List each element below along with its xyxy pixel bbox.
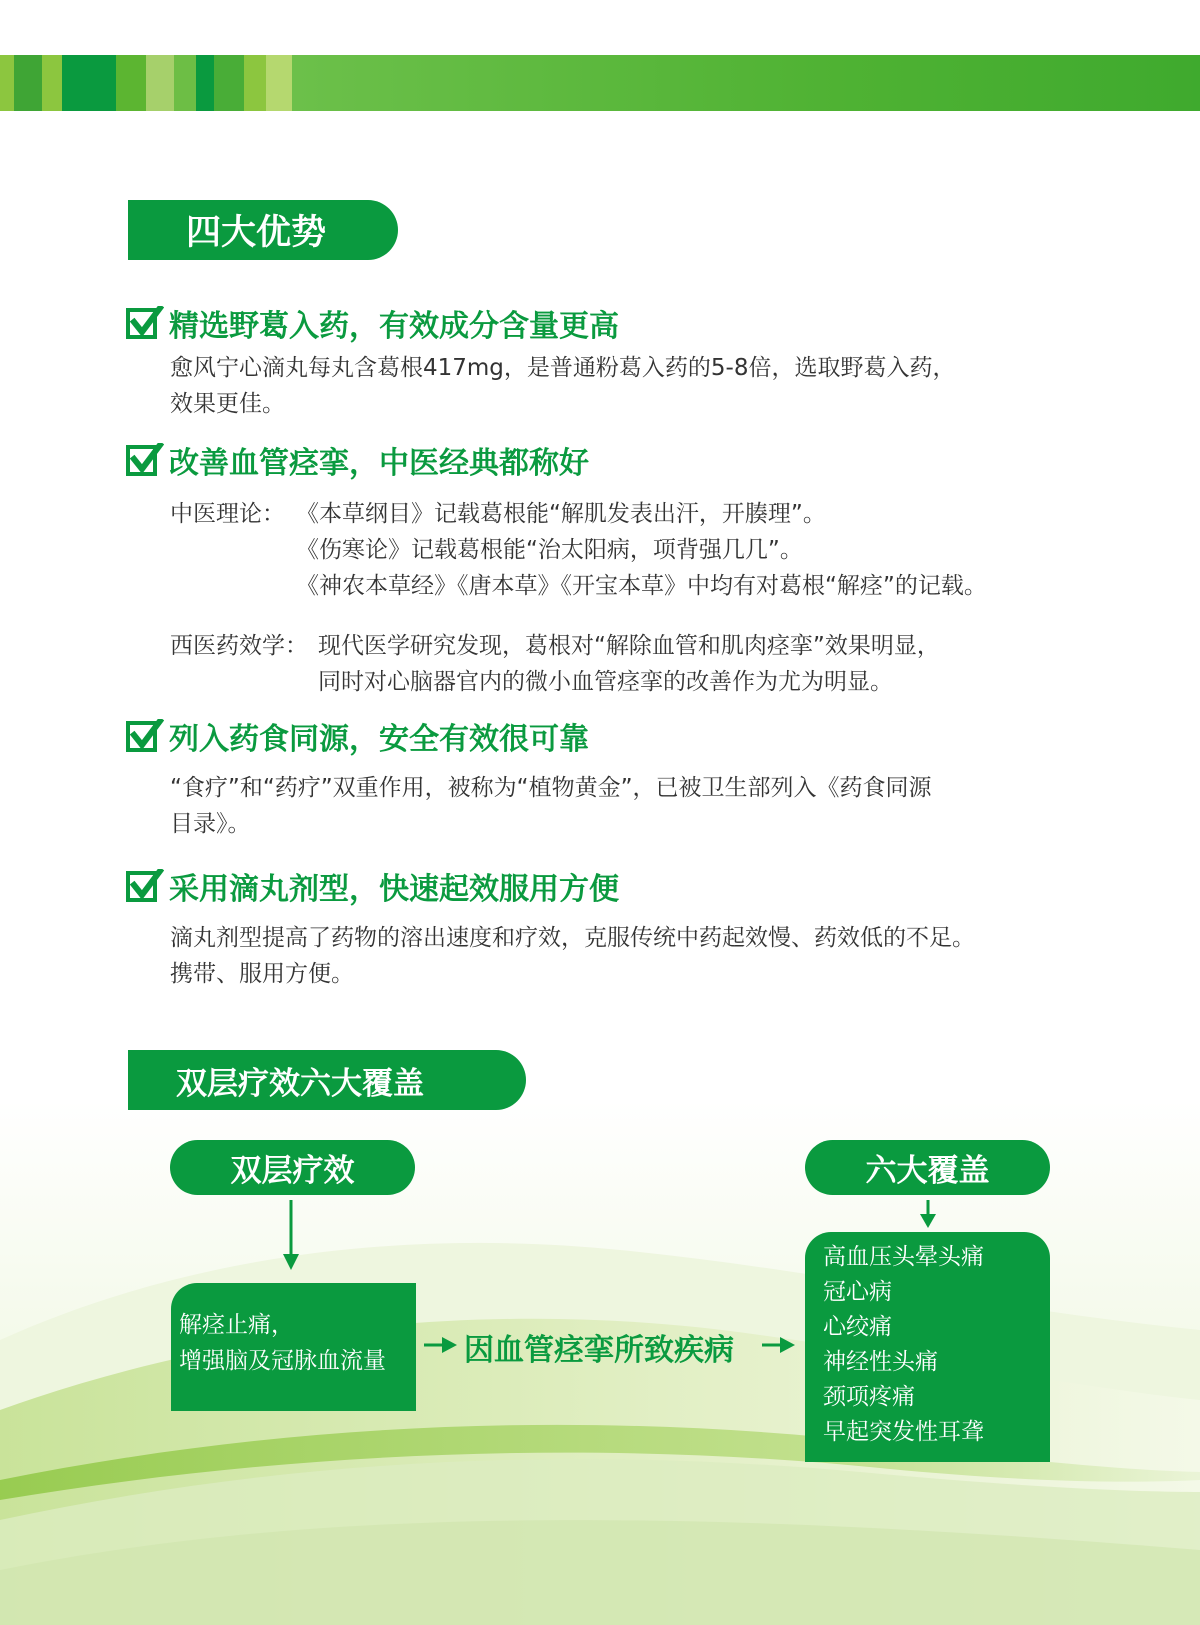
- advantage-text: 愈风宁心滴丸每丸含葛根417mg，是普通粉葛入药的5-8倍，选取野葛入药，: [170, 355, 956, 381]
- stripe: [146, 55, 174, 111]
- advantage-heading: [126, 303, 619, 343]
- efficacy-line: 解痉止痛，: [179, 1312, 294, 1338]
- advantage-heading: [126, 716, 589, 756]
- section-header-four-advantages: 四大优势: [128, 200, 398, 260]
- advantage-title: 采用滴丸剂型，快速起效服用方便: [169, 872, 619, 907]
- disease-item: 冠心病: [823, 1279, 892, 1305]
- checkmark-icon: [126, 721, 157, 752]
- stripe: [266, 55, 292, 111]
- arrow-down-icon: [918, 1200, 938, 1230]
- section-header-double-efficacy: 双层疗效六大覆盖: [128, 1050, 526, 1110]
- checkmark-icon: [126, 308, 157, 339]
- efficacy-line: 增强脑及冠脉血流量: [179, 1348, 386, 1374]
- arrow-right-icon: [424, 1336, 458, 1354]
- advantage-heading: [126, 440, 589, 480]
- stripe: [292, 55, 1200, 111]
- stripe: [42, 55, 62, 111]
- tcm-label: 中医理论：: [170, 501, 285, 527]
- disease-item: 颈项疼痛: [823, 1384, 915, 1410]
- advantage-text: 目录》。: [170, 811, 251, 837]
- tcm-line: 《伤寒论》记载葛根能“治太阳病，项背强几几”。: [296, 537, 803, 563]
- advantage-title: 精选野葛入药，有效成分含量更高: [169, 309, 619, 344]
- advantage-text: 滴丸剂型提高了药物的溶出速度和疗效，克服传统中药起效慢、药效低的不足。: [170, 925, 975, 951]
- wm-line: 同时对心脑器官内的微小血管痉挛的改善作为尤为明显。: [318, 669, 893, 695]
- efficacy-box: [171, 1283, 416, 1411]
- double-efficacy-pill: 双层疗效: [170, 1140, 415, 1195]
- advantage-text: 携带、服用方便。: [170, 961, 354, 987]
- disease-list-box: [805, 1232, 1050, 1462]
- stripe: [244, 55, 266, 111]
- tcm-line: 《本草纲目》记载葛根能“解肌发表出汗，开腠理”。: [296, 501, 826, 527]
- arrow-down-icon: [281, 1200, 301, 1272]
- six-coverage-pill: 六大覆盖: [805, 1140, 1050, 1195]
- stripe: [14, 55, 42, 111]
- advantage-text: 效果更佳。: [170, 391, 285, 417]
- advantage-title: 列入药食同源，安全有效很可靠: [169, 722, 589, 757]
- cause-text: 因血管痉挛所致疾病: [464, 1333, 734, 1368]
- disease-item: 神经性头痛: [823, 1349, 938, 1375]
- disease-item: 心绞痛: [823, 1314, 892, 1340]
- wm-line: 现代医学研究发现，葛根对“解除血管和肌肉痉挛”效果明显，: [318, 633, 940, 659]
- tcm-line: 《神农本草经》《唐本草》《开宝本草》中均有对葛根“解痉”的记载。: [296, 573, 987, 599]
- disease-item: 早起突发性耳聋: [823, 1419, 984, 1445]
- checkmark-icon: [126, 445, 157, 476]
- stripe: [214, 55, 244, 111]
- top-stripe-bar: [0, 55, 1200, 111]
- wm-label: 西医药效学：: [170, 633, 308, 659]
- checkmark-icon: [126, 871, 157, 902]
- stripe: [196, 55, 214, 111]
- stripe: [116, 55, 146, 111]
- stripe: [62, 55, 116, 111]
- advantage-heading: [126, 866, 619, 906]
- disease-item: 高血压头晕头痛: [823, 1244, 984, 1270]
- advantage-text: “食疗”和“药疗”双重作用，被称为“植物黄金”，已被卫生部列入《药食同源: [170, 775, 932, 801]
- stripe: [0, 55, 14, 111]
- arrow-right-icon: [762, 1336, 796, 1354]
- stripe: [174, 55, 196, 111]
- advantage-title: 改善血管痉挛，中医经典都称好: [169, 446, 589, 481]
